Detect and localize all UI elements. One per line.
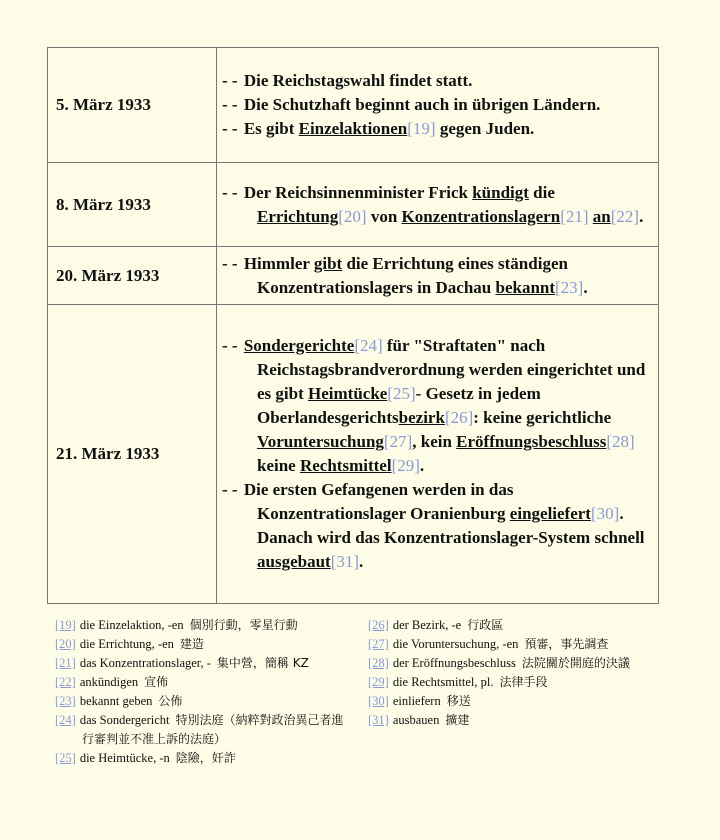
chinese-translation: 移送 (446, 694, 471, 708)
footnote-ref-link[interactable]: [24] (354, 336, 383, 355)
vocab-note (55, 616, 355, 635)
date-cell: 21. März 1933 (48, 305, 217, 604)
footnote-anchor-link[interactable]: [20] (55, 637, 76, 651)
timeline-table (47, 47, 659, 604)
footnote-ref-link[interactable]: [29] (391, 456, 420, 475)
vocab-term: eingeliefert (509, 504, 591, 523)
vocab-term: ausgebaut (257, 552, 331, 571)
vocab-term: an (592, 206, 611, 226)
event-text: . Danach wird das Konzentrationslager-System schnell (257, 504, 645, 547)
bullet-dash: - - (222, 182, 242, 202)
event-line (222, 181, 648, 229)
chinese-translation: 法院關於開庭的決議 (521, 656, 630, 670)
event-text: keine (257, 456, 300, 475)
vocab-note (55, 654, 355, 673)
table-row (48, 48, 659, 163)
german-term: die Einzelaktion, -en (79, 618, 184, 632)
event-text: Der Reichsinnenminister Frick (243, 182, 473, 202)
vocab-note (55, 711, 355, 749)
event-line (222, 252, 648, 300)
vocabulary-notes-left (55, 616, 355, 768)
vocab-note (55, 673, 355, 692)
event-line (222, 93, 648, 117)
event-text: . (419, 456, 425, 475)
german-term: der Eröffnungsbeschluss (392, 656, 516, 670)
event-line (222, 334, 648, 478)
event-line (222, 117, 648, 141)
footnote-anchor-link[interactable]: [30] (368, 694, 389, 708)
event-text: Die ersten Gefangenen werden in das Konzentrationslager Oranienburg (243, 480, 514, 523)
bullet-dash: - - (222, 119, 242, 138)
footnote-anchor-link[interactable]: [28] (368, 656, 389, 670)
event-text: gegen Juden. (435, 119, 535, 138)
footnote-ref-link[interactable]: [20] (338, 206, 367, 226)
event-text: von (366, 206, 402, 226)
vocab-term: Errichtung (257, 206, 339, 226)
footnote-ref-link[interactable]: [23] (555, 277, 584, 297)
footnote-anchor-link[interactable]: [23] (55, 694, 76, 708)
footnote-anchor-link[interactable]: [21] (55, 656, 76, 670)
footnote-ref-link[interactable]: [27] (383, 432, 413, 451)
events-cell (217, 48, 659, 163)
footnote-ref-link[interactable]: [25] (387, 384, 416, 403)
german-term: ausbauen (392, 713, 440, 727)
footnote-anchor-link[interactable]: [19] (55, 618, 76, 632)
bullet-dash: - - (222, 253, 242, 273)
german-term: die Rechtsmittel, pl. (392, 675, 494, 689)
chinese-translation: 公佈 (158, 694, 183, 708)
chinese-translation: 宣佈 (144, 675, 169, 689)
bullet-dash: - - (222, 336, 242, 355)
footnote-ref-link[interactable]: [21] (560, 206, 589, 226)
german-term: die Heimtücke, -n (79, 751, 170, 765)
chinese-translation: 行政區 (467, 618, 504, 632)
german-term: bekannt geben (79, 694, 153, 708)
footnote-anchor-link[interactable]: [27] (368, 637, 389, 651)
vocab-note (368, 673, 668, 692)
german-term: einliefern (392, 694, 441, 708)
date-cell: 8. März 1933 (48, 163, 217, 247)
event-text: Die Reichstagswahl findet statt. (243, 71, 473, 90)
date-cell: 20. März 1933 (48, 247, 217, 305)
vocab-term: kündigt (472, 182, 529, 202)
event-text: für "Straftaten" nach Reichstagsbrandverordnung werden eingerichtet und es gibt (257, 336, 646, 403)
chinese-translation: 建造 (179, 637, 204, 651)
event-text: Es gibt (243, 119, 299, 138)
chinese-translation: 擴建 (445, 713, 470, 727)
events-cell (217, 247, 659, 305)
event-text: Himmler (243, 253, 314, 273)
chinese-translation: 陰險，奸詐 (175, 751, 236, 765)
footnote-ref-link[interactable]: [26] (444, 408, 474, 427)
event-text: Die Schutzhaft beginnt auch in übrigen Ländern. (243, 95, 601, 114)
vocab-term: Rechtsmittel (299, 456, 392, 475)
table-row (48, 163, 659, 247)
table-row (48, 247, 659, 305)
table-row (48, 305, 659, 604)
vocab-note (368, 692, 668, 711)
event-text: . (639, 206, 644, 226)
footnote-anchor-link[interactable]: [29] (368, 675, 389, 689)
vocab-note (55, 692, 355, 711)
footnote-ref-link[interactable]: [30] (590, 504, 620, 523)
date-cell: 5. März 1933 (48, 48, 217, 163)
footnote-anchor-link[interactable]: [22] (55, 675, 76, 689)
vocab-note (368, 711, 668, 730)
vocab-term: Voruntersuchung (257, 432, 384, 451)
vocab-note (55, 749, 355, 768)
vocabulary-notes-right (368, 616, 668, 730)
bullet-dash: - - (222, 480, 242, 499)
german-term: die Errichtung, -en (79, 637, 174, 651)
footnote-ref-link[interactable]: [22] (610, 206, 640, 226)
vocab-term: Konzentrationslagern (401, 206, 561, 226)
footnote-anchor-link[interactable]: [25] (55, 751, 76, 765)
german-term: der Bezirk, -e (392, 618, 462, 632)
vocab-term: bekannt (495, 277, 556, 297)
event-text: . (359, 552, 364, 571)
vocab-note (368, 654, 668, 673)
vocab-term: Heimtücke (308, 384, 388, 403)
events-cell (217, 305, 659, 604)
footnote-ref-link[interactable]: [19] (407, 119, 436, 138)
events-cell (217, 163, 659, 247)
german-term: das Sondergericht (79, 713, 170, 727)
event-text: . (583, 277, 588, 297)
bullet-dash: - - (222, 71, 242, 90)
vocab-term: Sondergerichte (243, 336, 355, 355)
event-text: - Gesetz in jedem Oberlandesgerichts (257, 384, 541, 427)
event-text: die (528, 182, 555, 202)
vocab-note (368, 616, 668, 635)
event-text: , kein (412, 432, 457, 451)
vocab-note (368, 635, 668, 654)
footnote-ref-link[interactable]: [28] (606, 432, 635, 451)
chinese-translation: 預審，事先調查 (524, 637, 609, 651)
event-line (222, 69, 648, 93)
chinese-translation: 法律手段 (499, 675, 548, 689)
german-term: das Konzentrationslager, - (79, 656, 211, 670)
vocab-note (55, 635, 355, 654)
bullet-dash: - - (222, 95, 242, 114)
event-text: die Errichtung eines ständigen Konzentrationslagers in Dachau (257, 253, 568, 297)
chinese-translation: 個別行動，零星行動 (189, 618, 298, 632)
vocab-term: Einzelaktionen (298, 119, 408, 138)
chinese-translation: 集中營，簡稱 KZ (216, 656, 309, 670)
footnote-anchor-link[interactable]: [31] (368, 713, 389, 727)
chinese-translation: 特別法庭（納粹對政治異己者進行審判並不准上訴的法庭） (82, 713, 344, 746)
event-line (222, 478, 648, 574)
vocab-term: bezirk (398, 408, 445, 427)
footnote-anchor-link[interactable]: [24] (55, 713, 76, 727)
event-text: : keine gerichtliche (473, 408, 612, 427)
vocab-term: gibt (313, 253, 343, 273)
vocab-term: Eröffnungsbeschluss (456, 432, 607, 451)
german-term: die Voruntersuchung, -en (392, 637, 519, 651)
german-term: ankündigen (79, 675, 139, 689)
footnote-ref-link[interactable]: [31] (330, 552, 360, 571)
footnote-anchor-link[interactable]: [26] (368, 618, 389, 632)
